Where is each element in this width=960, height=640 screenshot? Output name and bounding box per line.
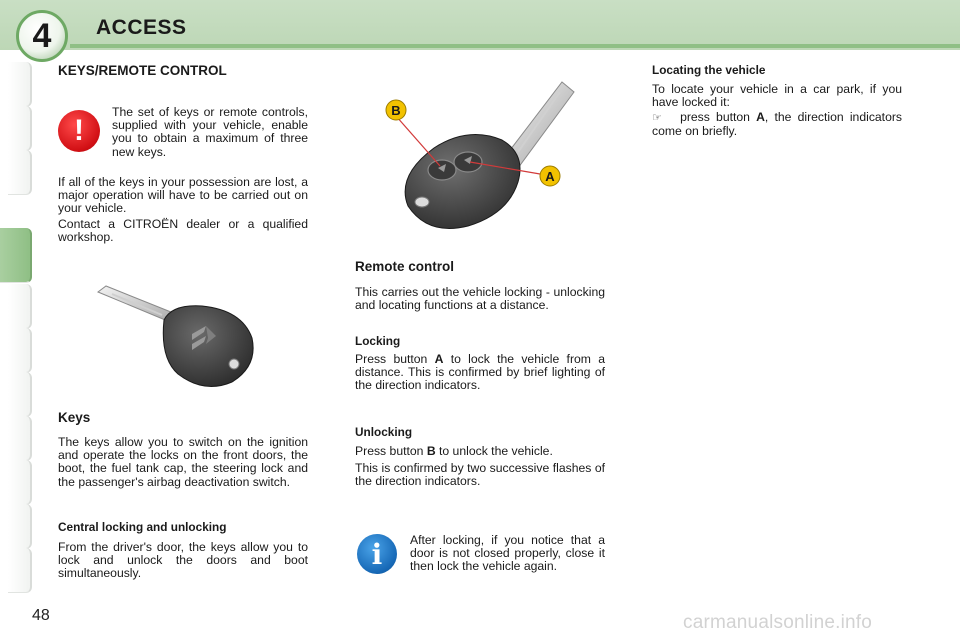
chapter-number: 4 <box>32 16 52 55</box>
unlocking-heading: Unlocking <box>355 425 413 439</box>
header-underline <box>70 44 960 48</box>
chapter-title: ACCESS <box>96 16 187 39</box>
warning-icon: ! <box>58 110 100 152</box>
side-tab-8[interactable] <box>8 416 32 461</box>
chapter-number-badge <box>16 10 68 62</box>
locating-text: To locate your vehicle in a car park, if you have locked it: <box>652 82 902 110</box>
key-illustration <box>92 282 262 392</box>
locking-text-suffix: to lock the vehicle from a distance. This is confirmed by brief lighting of the direction indicators. <box>355 352 605 393</box>
remote-control-text: This carries out the vehicle locking - unlocking and locating functions at a distance. <box>355 285 605 313</box>
pointing-hand-icon: ☞ <box>652 112 662 124</box>
unlocking-text <box>355 445 605 458</box>
remote-key-illustration <box>378 78 578 248</box>
lost-keys-text: If all of the keys in your possession are lost, a major operation will have to be carried out on your vehicle. <box>58 175 308 216</box>
keys-text: The keys allow you to switch on the ignition and operate the locks on the front doors, the boot, the fuel tank cap, the steering lock and the passenger's airbag deactivation switch. <box>58 435 308 489</box>
central-locking-heading: Central locking and unlocking <box>58 520 227 534</box>
central-locking-text: From the driver's door, the keys allow you to lock and unlock the doors and boot simultaneously. <box>58 540 308 581</box>
side-tab-9[interactable] <box>8 460 32 505</box>
dealer-contact-text: Contact a CITROËN dealer or a qualified workshop. <box>58 217 308 245</box>
bullet-button-ref: A <box>756 110 765 124</box>
info-icon: i <box>357 534 397 574</box>
remote-control-heading: Remote control <box>355 259 455 274</box>
page-number: 48 <box>32 607 50 624</box>
locking-heading: Locking <box>355 334 401 348</box>
bullet-prefix: press button <box>680 110 757 124</box>
bullet-suffix: , the direction indicators come on briefly. <box>652 110 903 139</box>
side-tab-11[interactable] <box>8 548 32 593</box>
side-tab-active[interactable] <box>0 228 32 283</box>
side-tab-5[interactable] <box>8 284 32 329</box>
watermark: carmanualsonline.info <box>683 612 873 633</box>
side-tab-10[interactable] <box>8 504 32 549</box>
keys-heading: Keys <box>58 410 91 425</box>
side-tab-1[interactable] <box>8 62 32 107</box>
locating-heading: Locating the vehicle <box>652 63 766 77</box>
locking-button-ref: A <box>434 352 444 366</box>
side-tab-3[interactable] <box>8 150 32 195</box>
locating-bullet <box>652 111 902 138</box>
unlocking-text-suffix: to unlock the vehicle. <box>435 444 553 458</box>
chapter-side-tabs <box>0 62 34 582</box>
warning-text: The set of keys or remote controls, supplied with your vehicle, enable you to obtain a maximum of three new keys. <box>112 105 308 159</box>
label-a: A <box>545 169 555 184</box>
section-title: KEYS/REMOTE CONTROL <box>58 63 227 78</box>
unlocking-text-prefix: Press button <box>355 444 427 458</box>
info-text: After locking, if you notice that a door is not closed properly, close it then lock the vehicle again. <box>410 533 605 574</box>
locking-text-prefix: Press button <box>355 352 435 366</box>
locking-text <box>355 353 605 393</box>
side-tab-7[interactable] <box>8 372 32 417</box>
side-tab-6[interactable] <box>8 328 32 373</box>
label-b: B <box>391 103 401 118</box>
unlocking-button-ref: B <box>426 444 436 458</box>
side-tab-2[interactable] <box>8 106 32 151</box>
unlocking-confirm-text: This is confirmed by two successive flashes of the direction indicators. <box>355 461 605 489</box>
